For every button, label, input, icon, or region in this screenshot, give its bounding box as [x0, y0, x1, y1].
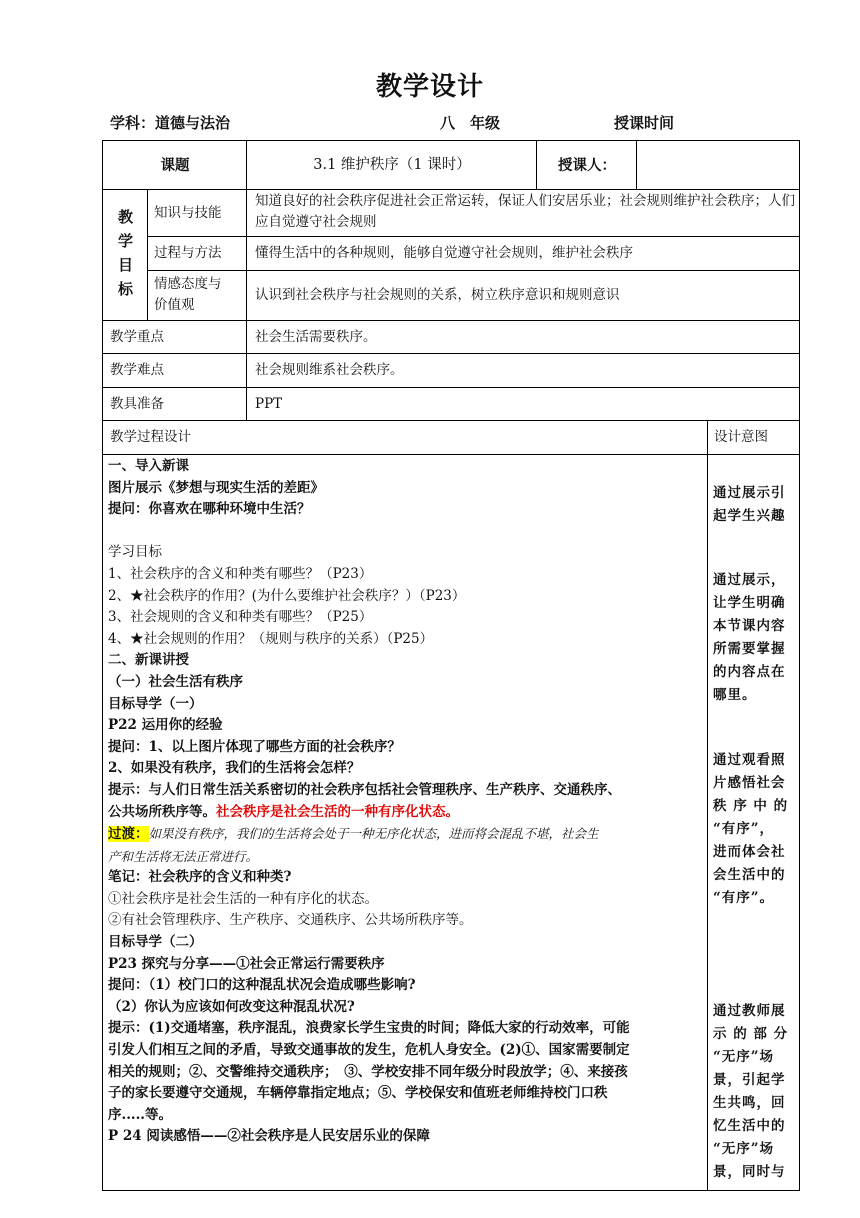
- process-line: 提问：你喜欢在哪种环境中生活？: [108, 501, 311, 518]
- transition-text: 如果没有秩序，我们的生活将会处于一种无序化状态，进而将会混乱不堪，社会生: [148, 826, 599, 842]
- intent-line: 让学生明确: [713, 595, 786, 611]
- intent-block-4: [713, 1000, 799, 1184]
- note-item: ②有社会管理秩序、生产秩序、交通秩序、公共场所秩序等。: [108, 912, 473, 929]
- process-line: 2、如果没有秩序，我们的生活将会怎样？: [108, 760, 361, 777]
- intent-line: 本节课内容: [713, 618, 786, 634]
- col-divider: [246, 140, 247, 189]
- process-line: 提示：与人们日常生活关系密切的社会秩序包括社会管理秩序、生产秩序、交通秩序、: [108, 781, 621, 798]
- subsection-heading: （一）社会生活有秩序: [108, 673, 243, 690]
- row-divider: [102, 454, 800, 455]
- tools-text: PPT: [255, 395, 283, 412]
- col-divider: [636, 140, 637, 189]
- hint-continuation: 公共场所秩序等。: [108, 803, 216, 820]
- intent-line: “有序”，: [713, 821, 775, 837]
- grade-label: 八 年级: [440, 114, 501, 132]
- col-divider: [246, 189, 247, 420]
- process-line: 提问：（1）校门口的这种混乱状况会造成哪些影响?: [108, 977, 416, 994]
- intent-line: 进而体会社: [713, 844, 786, 860]
- goal-attitude-label: [154, 274, 246, 316]
- goal-attitude-text: 认识到社会秩序与社会规则的关系，树立秩序意识和规则意识: [255, 287, 620, 303]
- process-line: P 24 阅读感悟——②社会秩序是人民安居乐业的保障: [108, 1128, 430, 1145]
- intent-line: 忆生活中的: [713, 1118, 786, 1134]
- goal-knowledge-label: 知识与技能: [154, 204, 222, 221]
- class-time-label: 授课时间: [614, 114, 675, 132]
- transition-text: 产和生活将无法正常进行。: [108, 848, 259, 864]
- teacher-label: 授课人：: [558, 156, 616, 174]
- goals-label-char: 教: [117, 208, 133, 226]
- process-content: [108, 456, 704, 1148]
- process-line: 序.....等。: [108, 1106, 172, 1123]
- intent-line: 起学生兴趣: [713, 508, 786, 524]
- intent-line: “无序”场: [713, 1141, 775, 1157]
- goals-label-char: 学: [117, 232, 133, 250]
- intent-line: 所需要掌握: [713, 641, 786, 657]
- learning-goal-item: 2、★社会秩序的作用？(为什么要维护社会秩序？）（P23）: [108, 587, 466, 604]
- intent-line: 通过展示，: [713, 572, 786, 588]
- key-point-label: 教学重点: [110, 328, 164, 345]
- design-intent-label: 设计意图: [714, 429, 768, 445]
- intent-block-3: [713, 749, 799, 910]
- topic-value: 3.1 维护秩序（1 课时）: [313, 156, 471, 173]
- intent-line: 景，同时与: [713, 1164, 786, 1180]
- learning-goal-item: 3、社会规则的含义和种类有哪些？（P25）: [108, 609, 373, 626]
- goal-attitude-label-line: 情感态度与: [154, 276, 222, 292]
- goal-attitude-label-line: 价值观: [154, 297, 195, 313]
- intent-line: 通过展示引: [713, 485, 786, 501]
- learning-goal-item: 1、社会秩序的含义和种类有哪些？（P23）: [108, 565, 373, 582]
- intent-line: 通过教师展: [713, 1003, 786, 1019]
- note-item: ①社会秩序是社会生活的一种有序化的状态。: [108, 890, 378, 907]
- blank-line: [108, 521, 704, 543]
- process-line: 目标导学（一）: [108, 695, 203, 712]
- intent-line: 通过观看照: [713, 752, 786, 768]
- process-line: 提问：1、以上图片体现了哪些方面的社会秩序？: [108, 738, 401, 755]
- intent-block-1: [713, 482, 799, 528]
- process-design-label: 教学过程设计: [110, 429, 191, 445]
- process-line: 提示：(1)交通堵塞，秩序混乱，浪费家长学生宝贵的时间；降低大家的行动效率，可能: [108, 1020, 630, 1037]
- section-heading: 二、新课讲授: [108, 652, 189, 669]
- teacher-value: [638, 141, 798, 189]
- goal-process-label: 过程与方法: [154, 245, 222, 261]
- intent-line: 示 的 部 分: [713, 1026, 789, 1042]
- intent-line: 生共鸣，回: [713, 1095, 786, 1111]
- process-line: 图片展示《梦想与现实生活的差距》: [108, 479, 324, 496]
- col-divider: [707, 420, 708, 1191]
- notes-heading: 笔记：社会秩序的含义和种类?: [108, 869, 292, 886]
- intent-line: 的内容点在: [713, 664, 786, 680]
- process-line: 子的家长要遵守交通规，车辆停靠指定地点；⑤、学校保安和值班老师维持校门口秩: [108, 1085, 608, 1102]
- learning-goals-heading: 学习目标: [108, 544, 162, 561]
- process-line: P23 探究与分享——①社会正常运行需要秩序: [108, 955, 385, 972]
- intent-line: 会生活中的: [713, 867, 786, 883]
- learning-goal-item: 4、★社会规则的作用？（规则与秩序的关系）（P25）: [108, 630, 434, 647]
- transition-label: 过渡：: [108, 826, 149, 843]
- key-definition-red: 社会秩序是社会生活的一种有序化状态。: [216, 803, 459, 820]
- tools-label: 教具准备: [110, 395, 164, 412]
- difficulty-text: 社会规则维系社会秩序。: [255, 362, 404, 378]
- process-line: P22 运用你的经验: [108, 717, 223, 734]
- goal-knowledge-text: 知道良好的社会秩序促进社会正常运转，保证人们安居乐业；社会规则维护社会秩序；人们应自觉遵守社会规则: [255, 193, 795, 230]
- intent-line: “无序”场: [713, 1049, 775, 1065]
- intent-line: 哪里。: [713, 687, 757, 703]
- process-line: [108, 802, 704, 824]
- key-point-text: 社会生活需要秩序。: [255, 328, 377, 345]
- process-line: 相关的规则；②、交警维持交通秩序； ③、学校安排不同年级分时段放学；④、来接孩: [108, 1063, 628, 1080]
- col-divider: [147, 189, 148, 320]
- intent-line: “有序”。: [713, 890, 775, 906]
- process-line: 引发人们相互之间的矛盾，导致交通事故的发生，危机人身安全。(2)①、国家需要制定: [108, 1042, 630, 1059]
- page-title: 教学设计: [375, 72, 484, 102]
- intent-block-2: [713, 569, 799, 707]
- goals-label-char: 目: [117, 256, 133, 274]
- intent-line: 秩 序 中 的: [713, 798, 789, 814]
- process-line: 目标导学（二）: [108, 934, 203, 951]
- subject-label: 学科：道德与法治: [110, 114, 231, 132]
- teaching-goals-label: [104, 205, 147, 301]
- process-line: （2）你认为应该如何改变这种混乱状况?: [108, 998, 355, 1015]
- goals-label-char: 标: [117, 280, 133, 298]
- goal-process-text: 懂得生活中的各种规则，能够自觉遵守社会规则，维护社会秩序: [255, 245, 633, 261]
- intent-line: 景，引起学: [713, 1072, 786, 1088]
- col-divider: [536, 140, 537, 189]
- difficulty-label: 教学难点: [110, 362, 164, 378]
- transition-line: [108, 823, 704, 846]
- intent-line: 片感悟社会: [713, 775, 786, 791]
- section-heading: 一、导入新课: [108, 458, 189, 474]
- topic-label: 课题: [160, 156, 190, 174]
